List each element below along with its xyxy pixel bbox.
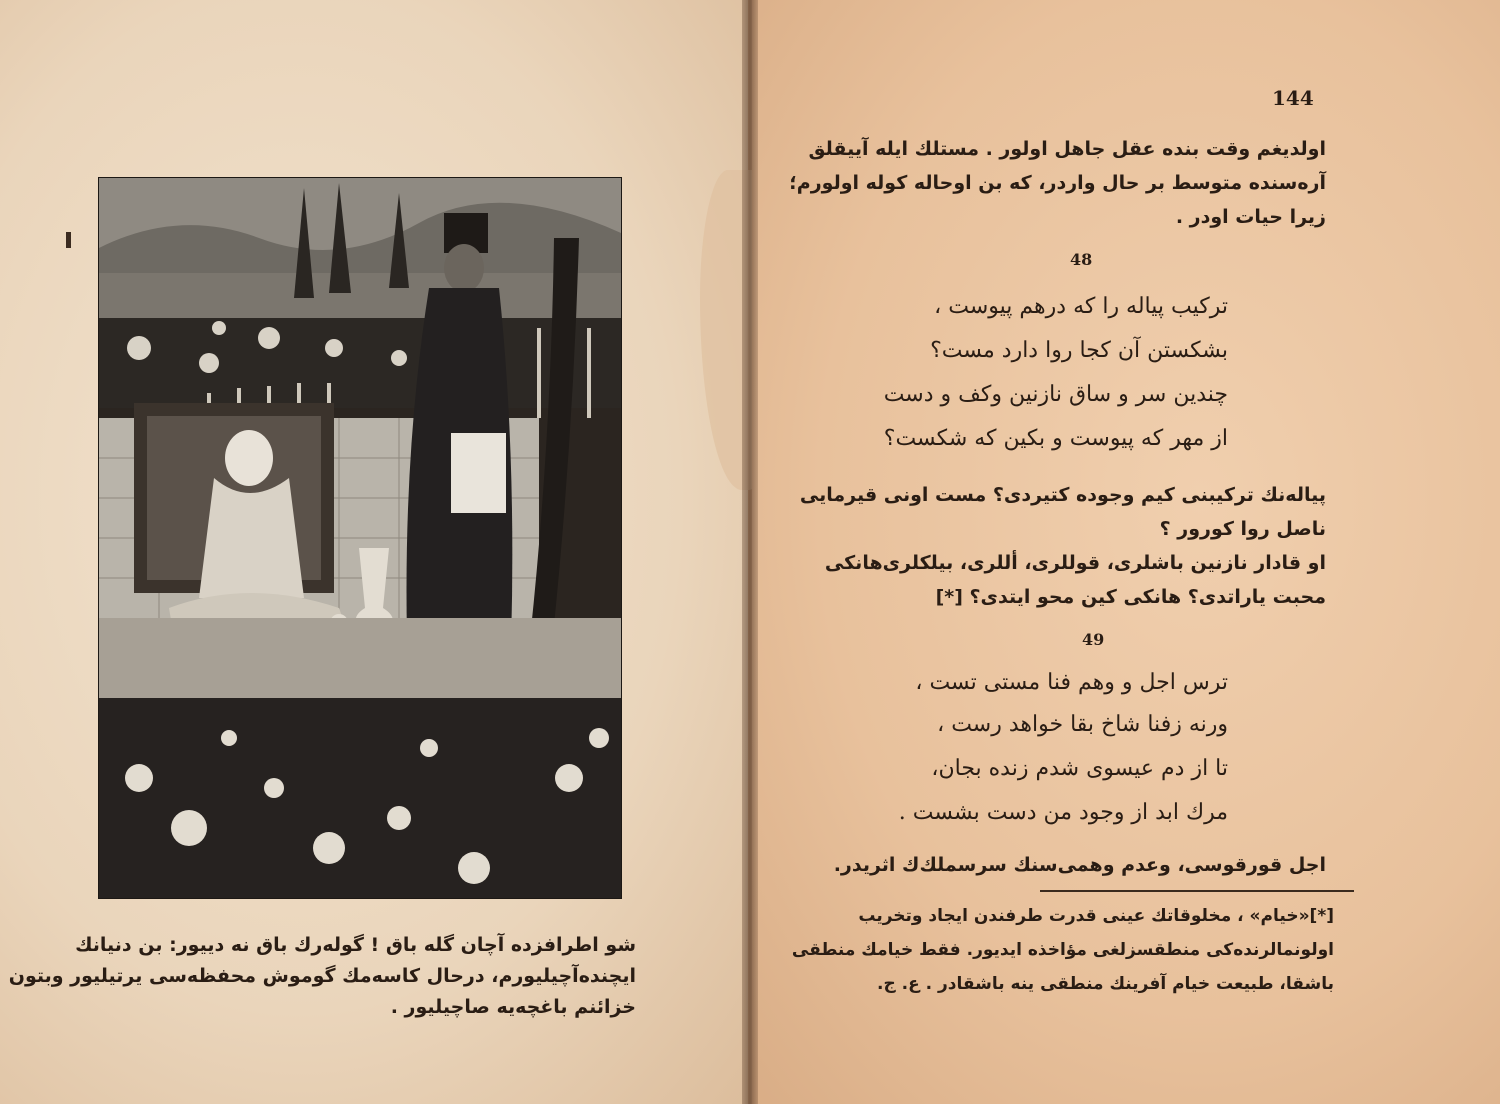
- commentary-line: اجل قورقوسى، وعدم وهمى‌سنك سرسملك‌ك اثريدر.: [833, 854, 1326, 876]
- verse-line: چندين سر و ساق نازنين وكف و دست: [883, 382, 1228, 407]
- caption-line: شو اطرافزده آچان گله باق ! گوله‌رك باق نه دیيور: بن دنيانك: [75, 934, 636, 956]
- commentary-line: ناصل روا كورور ؟: [1159, 518, 1326, 540]
- verse-line: از مهر كه پيوست و بكين كه شكست؟: [883, 426, 1228, 451]
- caption-line: خزائنم باغچه‌يه صاچيليور .: [390, 996, 636, 1018]
- right-page: [752, 0, 1500, 1104]
- verse-line: تركيب پياله را كه درهم پيوست ،: [934, 294, 1228, 319]
- page-number: 144: [1272, 86, 1314, 110]
- intro-line: اولديغم وقت بنده عقل جاهل اولور . مستلك ايله آييقلق: [808, 138, 1326, 160]
- footnote-line: باشقا، طبيعت خيام آفرينك منطقى ينه باشقادر . ع. ج.: [877, 974, 1334, 994]
- commentary-line: محبت ياراتدى؟ هانكى كين محو ايتدى؟ [*]: [935, 586, 1326, 608]
- commentary-line: او قادار نازنين باشلرى، قوللرى، أللرى، بيلكلرى‌هانكى: [824, 552, 1326, 574]
- intro-line: زيرا حيات اودر .: [1175, 206, 1326, 228]
- book-gutter: [742, 0, 758, 1104]
- stanza-number-49: 49: [1082, 630, 1105, 649]
- verse-line: بشكستن آن كجا روا دارد مست؟: [930, 338, 1228, 363]
- ink-mark: [66, 232, 71, 248]
- verse-line: مرك ابد از وجود من دست بشست .: [898, 800, 1228, 825]
- footnote-rule: [1040, 890, 1354, 892]
- footnote-line: اولونمالرنده‌كى منطقسزلغى مؤاخذه ايديور. فقط خيامك منطقى: [791, 940, 1334, 960]
- verse-line: ورنه زفنا شاخ بقا خواهد رست ،: [937, 712, 1228, 737]
- caption-line: ايچنده‌آچيليورم، درحال كاسه‌مك گوموش محفظه‌سى يرتيليور وبتون: [8, 965, 636, 987]
- left-page: [0, 0, 748, 1104]
- commentary-line: پياله‌نك تركيبنى كيم وجوده كتيردى؟ مست اونى قيرمايى: [799, 484, 1326, 506]
- garden-illustration: [98, 177, 622, 899]
- stanza-number-48: 48: [1070, 250, 1093, 269]
- verse-line: ترس اجل و وهم فنا مستى تست ،: [915, 670, 1228, 695]
- intro-line: آره‌سنده متوسط بر حال واردر، كه بن اوحاله كوله اولورم؛: [789, 172, 1326, 194]
- verse-line: تا از دم عيسوى شدم زنده بجان،: [931, 756, 1228, 781]
- persian-garden-scene-illustration-icon: [99, 178, 621, 898]
- illustration-caption: [8, 930, 636, 1023]
- footnote-line: [*]«خيام» ، مخلوقاتك عينى قدرت طرفندن ايجاد وتخريب: [858, 906, 1334, 926]
